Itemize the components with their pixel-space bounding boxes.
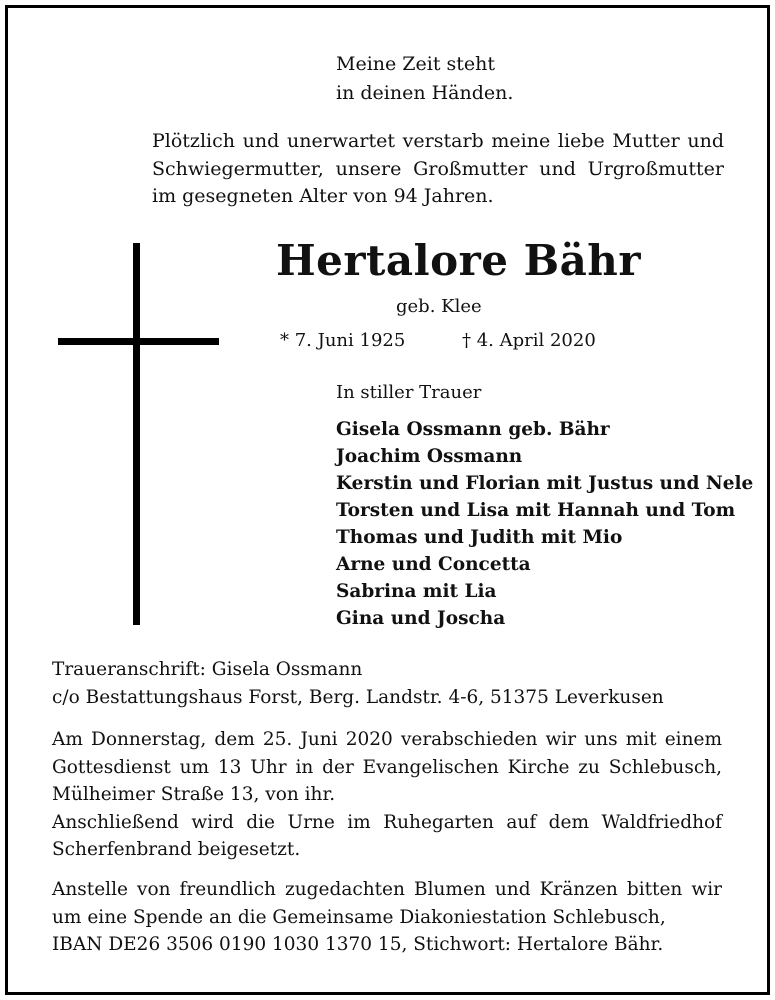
mourner-item: Thomas und Judith mit Mio [336,527,623,548]
donation-line-2: um eine Spende an die Gemeinsame Diakoniestation Schlebusch, [52,906,666,928]
mourner-item: Gina und Joscha [336,608,506,629]
cross-icon-vertical [133,243,140,625]
mourner-item: Sabrina mit Lia [336,581,497,602]
address-line-1: Traueranschrift: Gisela Ossmann [52,659,363,680]
deceased-name: Hertalore Bähr [276,236,641,285]
mourner-item: Torsten und Lisa mit Hannah und Tom [336,500,736,521]
service-line-3: Mülheimer Straße 13, von ihr. [52,784,336,805]
psalm-line-2: in deinen Händen. [336,82,514,104]
donation-line-1: Anstelle von freundlich zugedachten Blumen und Kränzen bitten wir [52,879,722,900]
donation-text [52,876,722,959]
mourning-address [52,656,664,711]
mourner-item: Arne und Concetta [336,554,531,575]
service-line-2: Gottesdienst um 13 Uhr in der Evangelischen Kirche zu Schlebusch, [52,756,722,778]
mourners-list [336,416,753,632]
service-line-1: Am Donnerstag, dem 25. Juni 2020 verabschieden wir uns mit einem [52,729,722,750]
mourning-header: In stiller Trauer [336,382,482,403]
mourner-item: Joachim Ossmann [336,446,523,467]
intro-text: Plötzlich und unerwartet verstarb meine liebe Mutter und Schwiegermutter, unsere Großmutter und Urgroßmutter im gesegneten Alter von 94 Jahren. [152,130,724,207]
psalm-line-1: Meine Zeit steht [336,53,495,75]
psalm-quote [336,50,513,108]
funeral-service-text [52,726,722,864]
cross-icon-horizontal [58,338,219,345]
donation-line-3: IBAN DE26 3506 0190 1030 1370 15, Stichwort: Hertalore Bähr. [52,934,664,955]
service-line-5: Scherfenbrand beigesetzt. [52,839,301,860]
mourner-item: Kerstin und Florian mit Justus und Nele [336,473,754,494]
service-line-4: Anschließend wird die Urne im Ruhegarten auf dem Waldfriedhof [52,811,722,833]
death-date: † 4. April 2020 [462,330,596,351]
address-line-2: c/o Bestattungshaus Forst, Berg. Landstr. 4-6, 51375 Leverkusen [52,686,664,708]
birth-date: * 7. Juni 1925 [280,330,406,351]
mourner-item: Gisela Ossmann geb. Bähr [336,419,610,440]
maiden-name: geb. Klee [396,296,482,317]
